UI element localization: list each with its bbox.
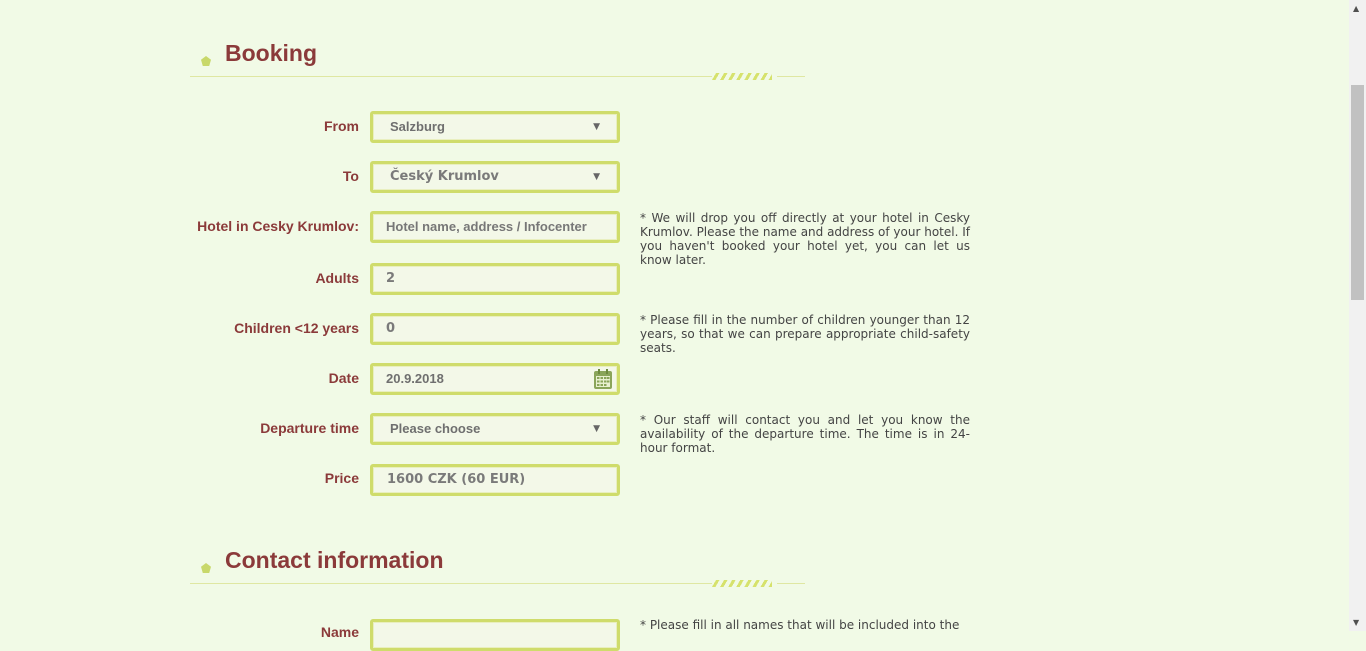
- divider: [190, 76, 712, 77]
- children-input[interactable]: [370, 313, 620, 345]
- departure-note: * Our staff will contact you and let you know the availability of the departure time. The time is in 24-hour format.: [640, 413, 970, 455]
- departure-label: Departure time: [260, 420, 359, 436]
- chevron-down-icon: ▼: [593, 122, 600, 132]
- from-label: From: [324, 118, 359, 134]
- adults-label: Adults: [315, 270, 359, 286]
- children-note: * Please fill in the number of children younger than 12 years, so that we can prepare appropriate child-safety seats.: [640, 313, 970, 355]
- adults-input[interactable]: [370, 263, 620, 295]
- adults-input-value: 2: [386, 271, 396, 286]
- date-label: Date: [328, 370, 359, 386]
- hotel-input-placeholder: Hotel name, address / Infocenter: [386, 219, 587, 234]
- divider: [777, 583, 805, 584]
- from-select[interactable]: [370, 111, 620, 143]
- to-select[interactable]: [370, 161, 620, 193]
- to-select-value: Český Krumlov: [390, 169, 499, 184]
- calendar-icon[interactable]: [593, 368, 613, 390]
- name-note: * Please fill in all names that will be included into the: [640, 618, 960, 632]
- children-input-value: 0: [386, 321, 396, 336]
- contact-title: Contact information: [225, 547, 444, 573]
- scroll-down-icon[interactable]: ▼: [1353, 618, 1360, 627]
- divider-hatch: [712, 73, 772, 80]
- divider-hatch: [712, 580, 772, 587]
- hotel-input[interactable]: [370, 211, 620, 243]
- vertical-scrollbar[interactable]: [1349, 0, 1366, 631]
- date-input-value: 20.9.2018: [386, 371, 444, 386]
- hotel-note: * We will drop you off directly at your hotel in Cesky Krumlov. Please the name and address of your hotel. If you haven't booked your hotel yet, you can let us know later.: [640, 211, 970, 267]
- date-input[interactable]: [370, 363, 620, 395]
- from-select-value: Salzburg: [390, 119, 445, 134]
- price-label: Price: [324, 470, 359, 486]
- booking-title: Booking: [225, 40, 317, 66]
- bullet-icon: [201, 56, 211, 66]
- name-label: Name: [320, 624, 359, 640]
- divider: [190, 583, 712, 584]
- scrollbar-thumb[interactable]: [1351, 85, 1364, 300]
- departure-select-value: Please choose: [390, 421, 481, 436]
- chevron-down-icon: ▼: [593, 172, 600, 182]
- name-input[interactable]: [370, 619, 620, 651]
- booking-section-header: [190, 38, 805, 78]
- bullet-icon: [201, 563, 211, 573]
- contact-section-header: [190, 545, 805, 585]
- price-value: 1600 CZK (60 EUR): [387, 472, 526, 487]
- chevron-down-icon: ▼: [593, 424, 600, 434]
- price-field: [370, 464, 620, 496]
- scroll-up-icon[interactable]: ▲: [1353, 4, 1360, 13]
- children-label: Children <12 years: [234, 320, 359, 336]
- divider: [777, 76, 805, 77]
- hotel-label: Hotel in Cesky Krumlov:: [197, 218, 359, 234]
- departure-select[interactable]: [370, 413, 620, 445]
- to-label: To: [342, 168, 359, 184]
